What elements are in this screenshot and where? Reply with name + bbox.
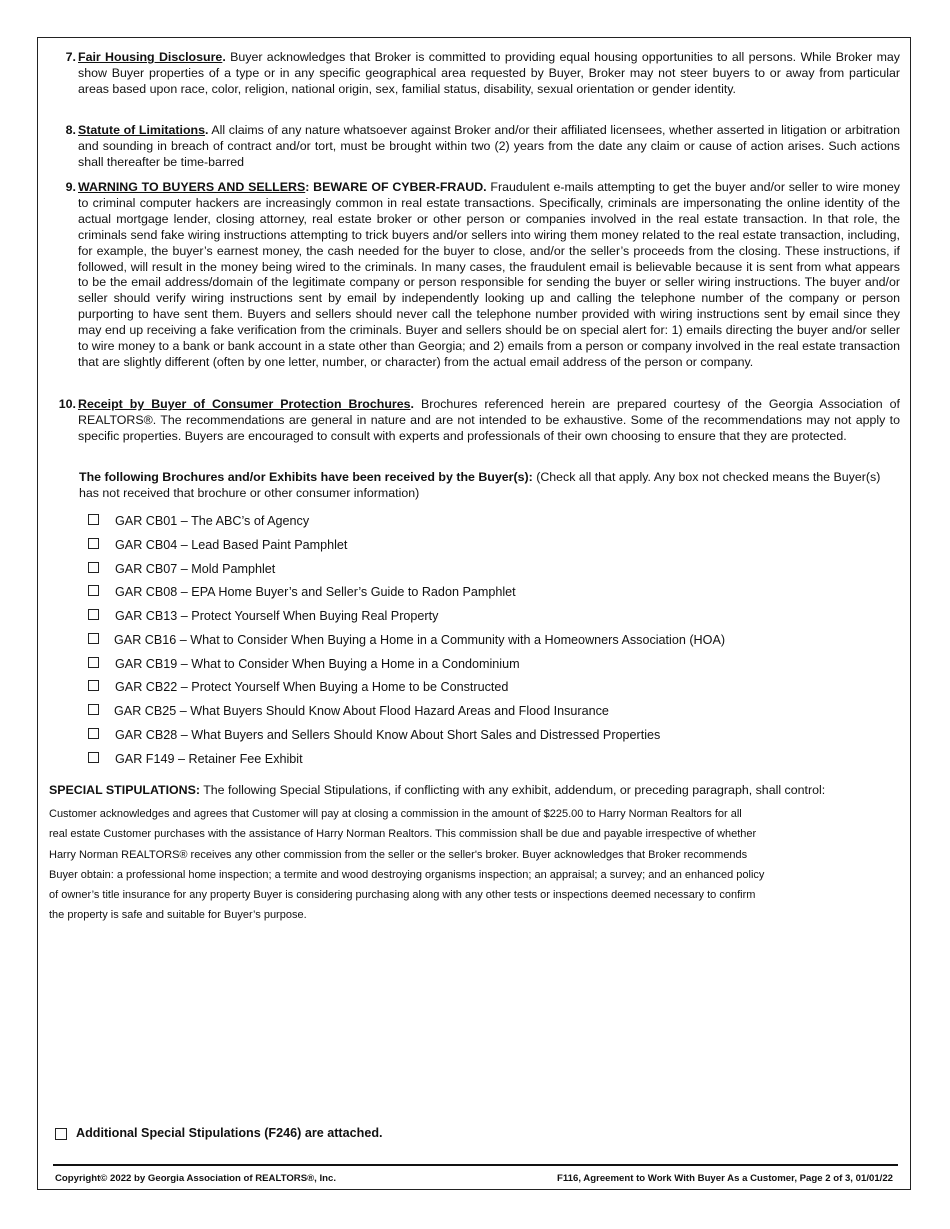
brochure-label: GAR F149 – Retainer Fee Exhibit: [115, 751, 303, 766]
brochure-item: [88, 750, 888, 774]
brochure-label: GAR CB04 – Lead Based Paint Pamphlet: [115, 537, 348, 552]
section-statute-of-limitations: [48, 123, 900, 171]
stipulation-line: the property is safe and suitable for Buyer’s purpose.: [49, 909, 307, 922]
section-brochures-receipt: [48, 397, 900, 445]
footer-rule: [53, 1164, 898, 1166]
brochure-label: GAR CB01 – The ABC’s of Agency: [115, 514, 310, 528]
special-stipulations-text[interactable]: [49, 804, 899, 926]
section-title-suffix: .: [410, 397, 414, 411]
brochure-checkbox[interactable]: [88, 752, 99, 763]
section-title-suffix: .: [222, 50, 226, 64]
footer-form-info: F116, Agreement to Work With Buyer As a Customer, Page 2 of 3, 01/01/22: [557, 1173, 893, 1184]
brochure-label: GAR CB07 – Mold Pamphlet: [115, 561, 276, 576]
brochure-checkbox[interactable]: [88, 680, 99, 691]
section-title: Statute of Limitations: [78, 123, 205, 137]
brochure-label: GAR CB19 – What to Consider When Buying a Home in a Condominium: [115, 656, 520, 671]
section-title-suffix: .: [205, 123, 209, 137]
brochure-checkbox[interactable]: [88, 657, 99, 668]
brochure-label: GAR CB25 – What Buyers Should Know About Flood Hazard Areas and Flood Insurance: [114, 704, 609, 718]
brochure-checkbox[interactable]: [88, 728, 99, 739]
section-fair-housing: [48, 50, 900, 98]
additional-stipulations-label: Additional Special Stipulations (F246) are attached.: [76, 1126, 383, 1140]
section-cyber-fraud-warning: [48, 180, 900, 371]
stipulation-line: Harry Norman REALTORS® receives any other commission from the seller or the seller's broker. Buyer acknowledges that Broker recommends: [49, 848, 748, 861]
brochures-intro-text: (Check all that apply. Any box not checked means the Buyer(s) has not received that brochure or other consumer information): [79, 470, 881, 500]
footer-copyright: Copyright© 2022 by Georgia Association of REALTORS®, Inc.: [55, 1173, 337, 1184]
brochure-checkbox[interactable]: [88, 562, 99, 573]
brochure-checkbox[interactable]: [88, 704, 99, 715]
special-stipulations-intro: The following Special Stipulations, if conflicting with any exhibit, addendum, or preceding paragraph, shall control:: [200, 783, 826, 797]
brochure-checkbox[interactable]: [88, 538, 99, 549]
additional-stipulations-checkbox[interactable]: [55, 1128, 67, 1140]
brochure-item: [88, 512, 888, 536]
brochure-label: GAR CB28 – What Buyers and Sellers Should Know About Short Sales and Distressed Properties: [115, 727, 661, 742]
brochure-item: [88, 536, 888, 560]
brochure-item: [88, 583, 888, 607]
brochure-checklist: [88, 512, 888, 773]
brochure-item: [88, 607, 888, 631]
brochure-label: GAR CB22 – Protect Yourself When Buying a Home to be Constructed: [115, 680, 509, 695]
brochure-checkbox[interactable]: [88, 585, 99, 596]
section-body: Buyer acknowledges that Broker is committed to providing equal housing opportunities to all persons. While Broker may show Buyer properties of a type or in any specific geographical area requested by Buyer, Broker may not steer buyers to or away from particular areas based upon race, color, religion, national origin, sex, familial status, disability, sexual orientation or gender identity.: [78, 50, 900, 96]
section-title: WARNING TO BUYERS AND SELLERS: [78, 180, 306, 194]
special-stipulations-heading: [49, 782, 899, 798]
section-title: Receipt by Buyer of Consumer Protection Brochures: [78, 397, 411, 411]
brochures-intro-heading: The following Brochures and/or Exhibits have been received by the Buyer(s):: [79, 470, 533, 484]
brochure-item: [88, 631, 888, 655]
brochure-checkbox[interactable]: [88, 514, 99, 525]
brochure-item: [88, 560, 888, 584]
brochure-item: [88, 702, 888, 726]
additional-stipulations: [55, 1126, 383, 1140]
section-number: 8.: [65, 123, 76, 137]
brochure-item: [88, 726, 888, 750]
brochure-label: GAR CB08 – EPA Home Buyer’s and Seller’s Guide to Radon Pamphlet: [115, 585, 516, 600]
stipulation-line: Buyer obtain: a professional home inspection; a termite and wood destroying organisms inspection; an appraisal; a survey; and an enhanced policy: [49, 868, 765, 881]
section-body: Fraudulent e-mails attempting to get the buyer and/or seller to wire money to criminal computer hackers are increasingly common in real estate transactions. Specifically, criminals are impersonating the online identity of the actual mortgage lender, closing attorney, real estate broker or other person or companies involved in the real estate transaction. In that role, the criminals send fake wiring instructions attempting to trick buyers and/or sellers into wiring them money related to the real estate transaction, including, for example, the buyer’s earnest money, the cash needed for the buyer to close, and/or the seller’s proceeds from the closing. These instructions, if followed, will result in the money being wired to the criminals. In many cases, the fraudulent email is believable because it is sent from what appears to be the email address/domain of the legitimate company or person responsible for sending the buyer or seller wiring instructions. The buyer and/or seller should verify wiring instructions sent by email by independently looking up and calling the telephone number of the company or person purporting to have sent them. Buyers and sellers should never call the telephone number provided with wiring instructions sent by email since they may end up receiving a fake verification from the criminals. Buyer and sellers should be on special alert for: 1) emails directing the buyer and/or seller to wire money to a bank or bank account in a state other than Georgia; and 2) emails from a person or company involved in the real estate transaction that are slightly different (often by one letter, number, or character) from the actual email address of the person or company.: [78, 180, 900, 369]
brochure-checkbox[interactable]: [88, 633, 99, 644]
brochures-intro: [79, 470, 899, 502]
brochure-label: GAR CB13 – Protect Yourself When Buying Real Property: [115, 609, 439, 623]
special-stipulations-title: SPECIAL STIPULATIONS:: [49, 783, 200, 797]
stipulation-line: real estate Customer purchases with the assistance of Harry Norman Realtors. This commission shall be due and payable irrespective of whether: [49, 828, 757, 841]
section-number: 7.: [65, 50, 76, 64]
section-title-suffix: : BEWARE OF CYBER-FRAUD.: [305, 180, 487, 194]
section-body: Brochures referenced herein are prepared courtesy of the Georgia Association of REALTORS®. The recommendations are general in nature and are not intended to be exhaustive. Some of the recommendations may not apply to specific properties. Buyers are encouraged to consult with experts and professionals of their own choosing to ensure that they are protected.: [78, 397, 900, 443]
section-title: Fair Housing Disclosure: [78, 50, 223, 64]
section-number: 9.: [65, 180, 76, 194]
stipulation-line: Customer acknowledges and agrees that Customer will pay at closing a commission in the amount of $225.00 to Harry Norman Realtors for all: [49, 808, 742, 820]
section-body: All claims of any nature whatsoever against Broker and/or their affiliated licensees, whether asserted in litigation or arbitration and sounding in breach of contract and/or tort, must be brought within two (2) years from the date any claim or cause of action arises. Such actions shall thereafter be time-barred: [78, 123, 900, 169]
brochure-item: [88, 678, 888, 702]
section-number: 10.: [58, 397, 76, 411]
brochure-item: [88, 655, 888, 679]
stipulation-line: of owner’s title insurance for any property Buyer is considering purchasing along with any other tests or inspections deemed necessary to confirm: [49, 889, 756, 902]
brochure-label: GAR CB16 – What to Consider When Buying a Home in a Community with a Homeowners Association (HOA): [114, 632, 726, 647]
brochure-checkbox[interactable]: [88, 609, 99, 620]
